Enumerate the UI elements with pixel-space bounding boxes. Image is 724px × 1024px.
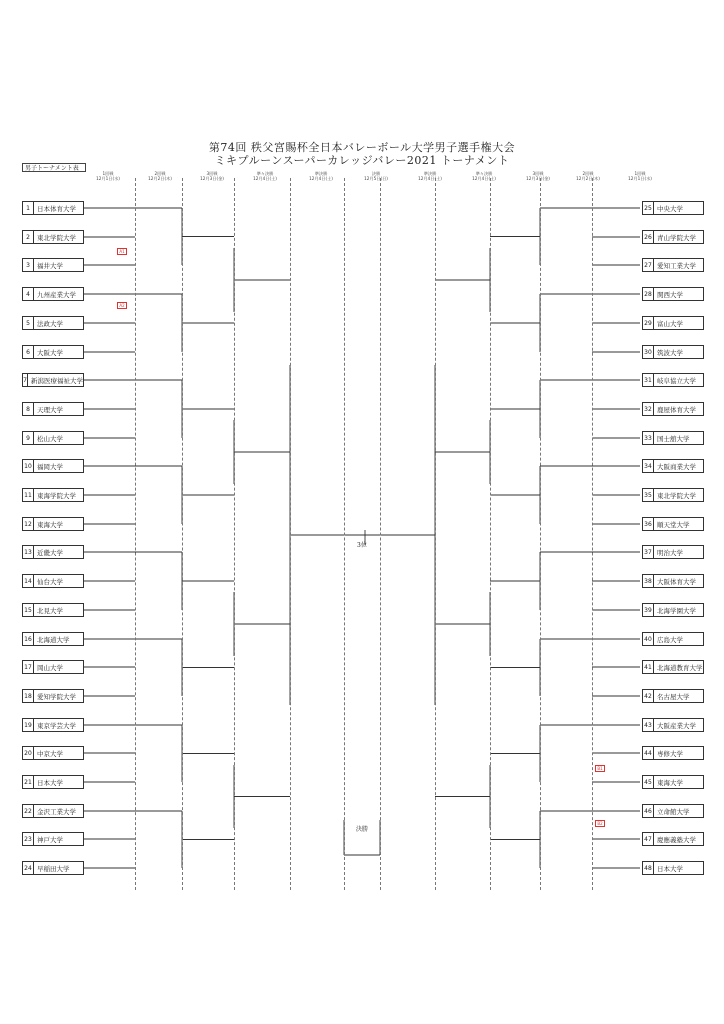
team-name: 東海大学: [657, 778, 683, 787]
seed-number: 5: [23, 317, 34, 329]
seed-number: 33: [643, 432, 654, 444]
column-divider: [435, 178, 436, 890]
team-name: 中京大学: [37, 749, 63, 758]
team-name: 国士舘大学: [657, 434, 690, 443]
column-divider: [380, 178, 381, 890]
team-name: 愛知工業大学: [657, 261, 696, 270]
seed-number: 48: [643, 862, 654, 874]
team-name: 北海学園大学: [657, 606, 696, 615]
seed-number: 4: [23, 288, 34, 300]
seed-number: 40: [643, 633, 654, 645]
seed-number: 35: [643, 489, 654, 501]
team-name: 北海道大学: [37, 635, 70, 644]
team-name: 愛知学院大学: [37, 692, 76, 701]
team-name: 専修大学: [657, 749, 683, 758]
team-name: 九州産業大学: [37, 290, 76, 299]
page-subtitle: ミキプルーンスーパーカレッジバレー2021 トーナメント: [214, 154, 510, 167]
round-label: 準々決勝: [256, 171, 274, 176]
team-name: 大阪商業大学: [657, 462, 696, 471]
seed-number: 9: [23, 432, 34, 444]
round-date: 12月5日(日): [364, 176, 388, 181]
seed-number: 26: [643, 231, 654, 243]
red-marker: A2: [117, 302, 127, 309]
team-name: 富山大学: [657, 319, 683, 328]
seed-number: 20: [23, 747, 34, 759]
seed-number: 44: [643, 747, 654, 759]
round-label: 2回戦: [582, 171, 594, 176]
round-date: 12月3日(金): [526, 176, 550, 181]
team-name: 北見大学: [37, 606, 63, 615]
seed-number: 38: [643, 575, 654, 587]
team-name: 大阪産業大学: [657, 721, 696, 730]
seed-number: 11: [23, 489, 34, 501]
team-name: 東北学院大学: [37, 233, 76, 242]
seed-number: 42: [643, 690, 654, 702]
round-label: 3回戦: [206, 171, 218, 176]
team-name: 金沢工業大学: [37, 807, 76, 816]
team-name: 新潟医療福祉大学: [31, 376, 83, 385]
team-name: 立命館大学: [657, 807, 690, 816]
seed-number: 10: [23, 460, 34, 472]
team-name: 広島大学: [657, 635, 683, 644]
team-name: 早稲田大学: [37, 864, 70, 873]
seed-number: 16: [23, 633, 34, 645]
team-name: 明治大学: [657, 548, 683, 557]
column-divider: [344, 178, 345, 890]
seed-number: 22: [23, 805, 34, 817]
team-name: 仙台大学: [37, 577, 63, 586]
team-name: 天理大学: [37, 405, 63, 414]
seed-number: 3: [23, 259, 34, 271]
team-name: 神戸大学: [37, 835, 63, 844]
seed-number: 14: [23, 575, 34, 587]
team-name: 福岡大学: [37, 462, 63, 471]
seed-number: 36: [643, 518, 654, 530]
final-label: 決勝: [356, 826, 369, 833]
round-date: 12月1日(水): [96, 176, 120, 181]
team-name: 東海大学: [37, 520, 63, 529]
red-marker: B1: [595, 765, 605, 772]
seed-number: 2: [23, 231, 34, 243]
seed-number: 28: [643, 288, 654, 300]
round-date: 12月1日(水): [628, 176, 652, 181]
round-date: 12月4日(土): [309, 176, 333, 181]
seed-number: 43: [643, 719, 654, 731]
seed-number: 45: [643, 776, 654, 788]
team-name: 近畿大学: [37, 548, 63, 557]
column-divider: [135, 178, 136, 890]
team-name: 青山学院大学: [657, 233, 696, 242]
column-divider: [592, 178, 593, 890]
seed-number: 27: [643, 259, 654, 271]
seed-number: 18: [23, 690, 34, 702]
team-name: 筑波大学: [657, 348, 683, 357]
seed-number: 15: [23, 604, 34, 616]
round-label: 準々決勝: [475, 171, 493, 176]
team-name: 法政大学: [37, 319, 63, 328]
round-label: 準決勝: [423, 171, 437, 176]
round-date: 12月2日(木): [148, 176, 172, 181]
seed-number: 29: [643, 317, 654, 329]
seed-number: 8: [23, 403, 34, 415]
third-place-label: 3位: [357, 542, 367, 549]
round-label: 3回戦: [532, 171, 544, 176]
team-name: 松山大学: [37, 434, 63, 443]
team-name: 岐阜協立大学: [657, 376, 696, 385]
column-divider: [290, 178, 291, 890]
seed-number: 1: [23, 202, 34, 214]
seed-number: 32: [643, 403, 654, 415]
seed-number: 46: [643, 805, 654, 817]
team-name: 北海道教育大学: [657, 663, 703, 672]
page-title: 第74回 秩父宮賜杯全日本バレーボール大学男子選手権大会: [208, 141, 516, 154]
seed-number: 25: [643, 202, 654, 214]
round-label: 準決勝: [314, 171, 328, 176]
seed-number: 12: [23, 518, 34, 530]
bracket-tag: 男子トーナメント表: [22, 163, 86, 172]
team-name: 慶應義塾大学: [657, 835, 696, 844]
team-name: 大阪体育大学: [657, 577, 696, 586]
seed-number: 39: [643, 604, 654, 616]
round-label: 1回戦: [102, 171, 114, 176]
round-label: 1回戦: [634, 171, 646, 176]
seed-number: 7: [23, 374, 28, 386]
seed-number: 21: [23, 776, 34, 788]
team-name: 日本体育大学: [37, 204, 76, 213]
team-name: 日本大学: [37, 778, 63, 787]
seed-number: 31: [643, 374, 654, 386]
team-name: 名古屋大学: [657, 692, 690, 701]
seed-number: 47: [643, 833, 654, 845]
team-name: 東京学芸大学: [37, 721, 76, 730]
team-name: 関西大学: [657, 290, 683, 299]
team-name: 岡山大学: [37, 663, 63, 672]
team-name: 福井大学: [37, 261, 63, 270]
seed-number: 30: [643, 346, 654, 358]
round-date: 12月2日(木): [576, 176, 600, 181]
round-label: 2回戦: [154, 171, 166, 176]
seed-number: 24: [23, 862, 34, 874]
column-divider: [540, 178, 541, 890]
seed-number: 6: [23, 346, 34, 358]
red-marker: B2: [595, 820, 605, 827]
red-marker: A1: [117, 248, 127, 255]
seed-number: 37: [643, 546, 654, 558]
team-name: 大阪大学: [37, 348, 63, 357]
column-divider: [182, 178, 183, 890]
round-date: 12月4日(土): [253, 176, 277, 181]
round-date: 12月3日(金): [200, 176, 224, 181]
team-name: 鹿屋体育大学: [657, 405, 696, 414]
seed-number: 34: [643, 460, 654, 472]
team-name: 中央大学: [657, 204, 683, 213]
seed-number: 13: [23, 546, 34, 558]
seed-number: 19: [23, 719, 34, 731]
seed-number: 23: [23, 833, 34, 845]
round-date: 12月4日(土): [418, 176, 442, 181]
column-divider: [234, 178, 235, 890]
team-name: 東北学院大学: [657, 491, 696, 500]
seed-number: 41: [643, 661, 654, 673]
round-date: 12月4日(土): [472, 176, 496, 181]
team-name: 順天堂大学: [657, 520, 690, 529]
column-divider: [490, 178, 491, 890]
team-name: 東海学院大学: [37, 491, 76, 500]
round-label: 決勝: [371, 171, 381, 176]
seed-number: 17: [23, 661, 34, 673]
team-name: 日本大学: [657, 864, 683, 873]
